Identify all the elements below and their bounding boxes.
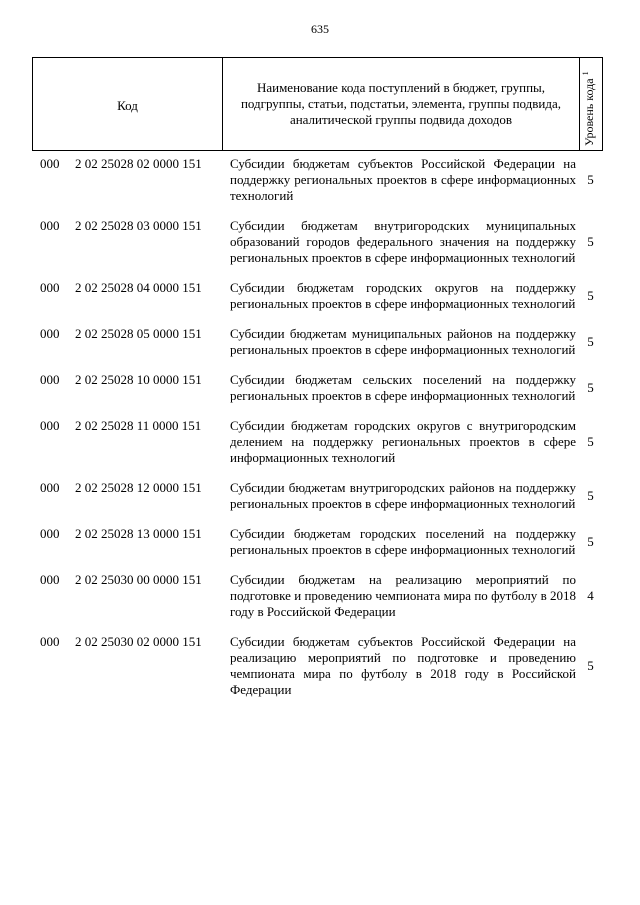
- income-name: Субсидии бюджетам сельских поселений на поддержку региональных проектов в сфере информационных технологий: [230, 372, 576, 403]
- income-code: 2 02 25030 00 0000 151: [75, 572, 202, 587]
- table-row: [32, 218, 603, 266]
- code-level: 4: [587, 588, 594, 603]
- table-row: [32, 572, 603, 620]
- income-code: 2 02 25028 05 0000 151: [75, 326, 202, 341]
- table-header: [32, 57, 603, 151]
- header-name-cell: Наименование кода поступлений в бюджет, группы, подгруппы, статьи, подстатьи, элемента, группы подвида, аналитической группы подвида доходов: [223, 58, 580, 150]
- code-level: 5: [587, 534, 594, 549]
- code-level: 5: [587, 434, 594, 449]
- income-code: 2 02 25028 12 0000 151: [75, 480, 202, 495]
- admin-code: 000: [40, 372, 60, 387]
- income-code: 2 02 25028 13 0000 151: [75, 526, 202, 541]
- table-row: [32, 480, 603, 512]
- admin-code: 000: [40, 280, 60, 295]
- admin-code: 000: [40, 218, 60, 233]
- admin-code: 000: [40, 156, 60, 171]
- admin-code: 000: [40, 526, 60, 541]
- admin-code: 000: [40, 326, 60, 341]
- income-name: Субсидии бюджетам внутригородских районов на поддержку региональных проектов в сфере информационных технологий: [230, 480, 576, 511]
- income-name: Субсидии бюджетам муниципальных районов на поддержку региональных проектов в сфере информационных технологий: [230, 326, 576, 357]
- income-name: Субсидии бюджетам городских округов с внутригородским делением на поддержку региональных проектов в сфере информационных технологий: [230, 418, 576, 465]
- income-code: 2 02 25030 02 0000 151: [75, 634, 202, 649]
- table-row: [32, 634, 603, 698]
- header-code-cell: Код: [33, 58, 223, 150]
- income-code: 2 02 25028 11 0000 151: [75, 418, 202, 433]
- income-code: 2 02 25028 02 0000 151: [75, 156, 202, 171]
- admin-code: 000: [40, 418, 60, 433]
- income-name: Субсидии бюджетам субъектов Российской Федерации на поддержку региональных проектов в сфере информационных технологий: [230, 156, 576, 203]
- header-level-footnote: 1: [581, 71, 590, 76]
- income-code: 2 02 25028 04 0000 151: [75, 280, 202, 295]
- table-row: [32, 526, 603, 558]
- table-row: [32, 418, 603, 466]
- header-level-text: Уровень кода: [582, 78, 596, 146]
- code-level: 5: [587, 288, 594, 303]
- income-code: 2 02 25028 10 0000 151: [75, 372, 202, 387]
- code-level: 5: [587, 234, 594, 249]
- code-level: 5: [587, 488, 594, 503]
- table-row: [32, 156, 603, 204]
- page-number: 635: [311, 22, 329, 36]
- header-level-cell: [580, 58, 602, 150]
- code-level: 5: [587, 334, 594, 349]
- income-name: Субсидии бюджетам городских округов на поддержку региональных проектов в сфере информационных технологий: [230, 280, 576, 311]
- header-level-label: [581, 71, 597, 146]
- table-row: [32, 372, 603, 404]
- table-body: [32, 156, 603, 712]
- admin-code: 000: [40, 572, 60, 587]
- code-level: 5: [587, 380, 594, 395]
- table-row: [32, 326, 603, 358]
- code-level: 5: [587, 658, 594, 673]
- code-level: 5: [587, 172, 594, 187]
- admin-code: 000: [40, 480, 60, 495]
- income-name: Субсидии бюджетам внутригородских муниципальных образований городов федерального значения на поддержку региональных проектов в сфере информационных технологий: [230, 218, 576, 265]
- income-name: Субсидии бюджетам субъектов Российской Федерации на реализацию мероприятий по подготовке и проведению чемпионата мира по футболу в 2018 году в Российской Федерации: [230, 634, 576, 697]
- income-code: 2 02 25028 03 0000 151: [75, 218, 202, 233]
- admin-code: 000: [40, 634, 60, 649]
- income-name: Субсидии бюджетам городских поселений на поддержку региональных проектов в сфере информационных технологий: [230, 526, 576, 557]
- income-name: Субсидии бюджетам на реализацию мероприятий по подготовке и проведению чемпионата мира по футболу в 2018 году в Российской Федерации: [230, 572, 576, 619]
- table-row: [32, 280, 603, 312]
